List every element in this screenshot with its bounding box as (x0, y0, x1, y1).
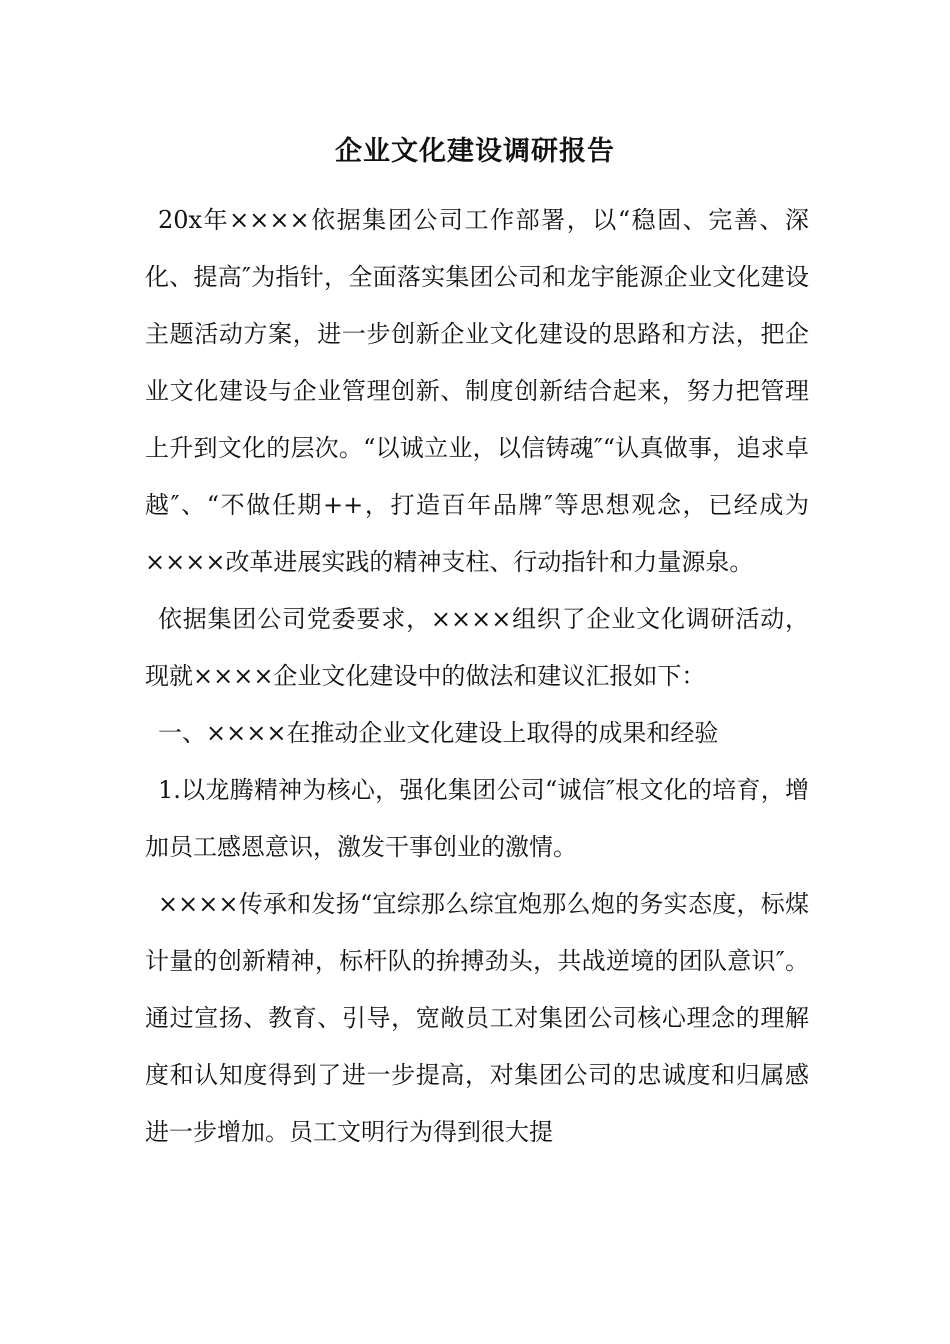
paragraph-survey-purpose: 依据集团公司党委要求，××××组织了企业文化调研活动，现就××××企业文化建设中的做法和建议汇报如下： (145, 605, 809, 690)
document-body (145, 192, 809, 1161)
section-heading-achievements: 一、××××在推动企业文化建设上取得的成果和经验 (158, 719, 719, 747)
subheading-longteng-spirit: 1.以龙腾精神为核心，强化集团公司“诚信″根文化的培育，增加员工感恩意识，激发干事创业的激情。 (145, 776, 809, 861)
paragraph-intro: 20x年××××依据集团公司工作部署，以“稳固、完善、深化、提高″为指针，全面落实集团公司和龙宇能源企业文化建设主题活动方案，进一步创新企业文化建设的思路和方法，把企业文化建设与企业管理创新、制度创新结合起来，努力把管理上升到文化的层次。“以诚立业，以信铸魂″“认真做事，追求卓越″、“不做任期++，打造百年品牌″等思想观念，已经成为××××改革进展实践的精神支柱、行动指针和力量源泉。 (145, 206, 809, 576)
paragraph-heritage: ××××传承和发扬“宜综那么综宜炮那么炮的务实态度，标煤计量的创新精神，标杆队的拚搏劲头，共战逆境的团队意识″。通过宣扬、教育、引导，宽敞员工对集团公司核心理念的理解度和认知度得到了进一步提高，对集团公司的忠诚度和归属感进一步增加。员工文明行为得到很大提 (145, 890, 809, 1146)
document-title: 企业文化建设调研报告 (335, 136, 615, 167)
